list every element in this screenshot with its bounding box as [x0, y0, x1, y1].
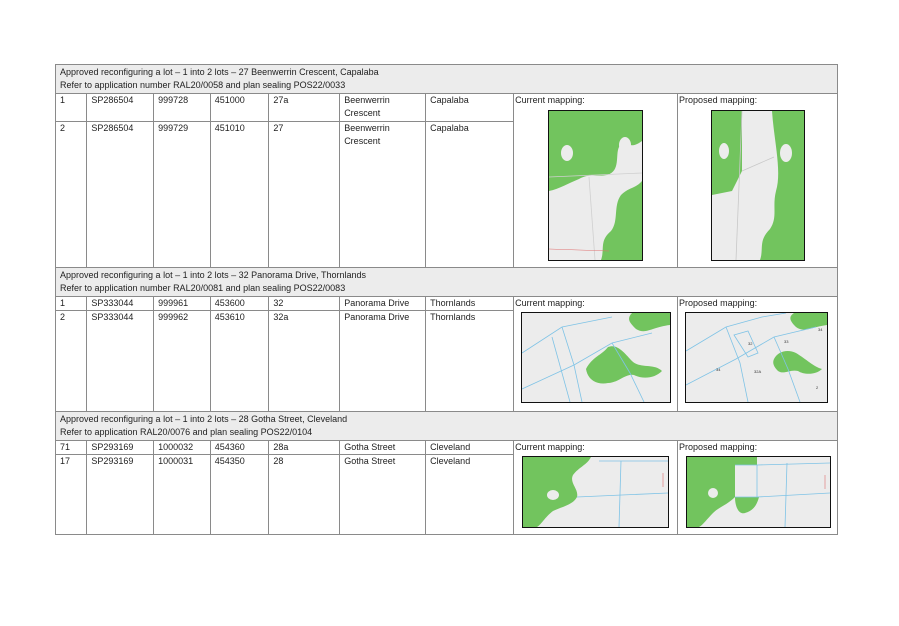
- section-header: [56, 65, 838, 94]
- item-cell: 1: [56, 94, 87, 122]
- suburb-cell: Capalaba: [426, 122, 514, 268]
- current-mapping-label: Current mapping:: [515, 298, 585, 308]
- map-lot-label: 32A: [754, 369, 762, 374]
- section-header: [56, 268, 838, 297]
- proposed-mapping-cell: [678, 441, 838, 535]
- map-lot-label: 32: [748, 341, 753, 346]
- proposed-mapping-label: Proposed mapping:: [679, 442, 758, 452]
- item-cell: 2: [56, 311, 87, 412]
- lot-cell: 999961: [154, 297, 211, 311]
- section-title: Approved reconfiguring a lot – 1 into 2 lots – 28 Gotha Street, Cleveland: [60, 414, 348, 424]
- section-title: Approved reconfiguring a lot – 1 into 2 lots – 27 Beenwerrin Crescent, Capalaba: [60, 67, 379, 77]
- plan-cell: SP286504: [87, 94, 154, 122]
- lot-cell: 999728: [154, 94, 211, 122]
- table-row: [56, 441, 838, 455]
- lot-cell: 999729: [154, 122, 211, 268]
- street-cell: Panorama Drive: [340, 297, 426, 311]
- current-mapping-map: [522, 456, 669, 528]
- id-cell: 453610: [210, 311, 269, 412]
- current-mapping-map: [548, 110, 643, 261]
- current-mapping-cell: [514, 441, 678, 535]
- street-number-cell: 27a: [269, 94, 340, 122]
- item-cell: 1: [56, 297, 87, 311]
- street-cell: Gotha Street: [340, 455, 426, 535]
- street-number-cell: 28a: [269, 441, 340, 455]
- table-row: [56, 94, 838, 122]
- proposed-mapping-label: Proposed mapping:: [679, 298, 758, 308]
- map-lot-label: 34: [716, 367, 721, 372]
- suburb-cell: Capalaba: [426, 94, 514, 122]
- lot-cell: 1000031: [154, 455, 211, 535]
- current-mapping-label: Current mapping:: [515, 442, 585, 452]
- plan-cell: SP333044: [87, 311, 154, 412]
- street-number-cell: 32: [269, 297, 340, 311]
- street-cell: Beenwerrin Crescent: [340, 94, 426, 122]
- id-cell: 453600: [210, 297, 269, 311]
- street-cell: Gotha Street: [340, 441, 426, 455]
- proposed-mapping-cell: [678, 94, 838, 268]
- lot-cell: 1000032: [154, 441, 211, 455]
- section-header: [56, 412, 838, 441]
- street-number-cell: 27: [269, 122, 340, 268]
- section-reference: Refer to application number RAL20/0058 and plan sealing POS22/0033: [60, 79, 346, 90]
- current-mapping-cell: [514, 94, 678, 268]
- item-cell: 17: [56, 455, 87, 535]
- proposed-mapping-map: [685, 312, 828, 403]
- id-cell: 451000: [210, 94, 269, 122]
- section-reference: Refer to application number RAL20/0081 and plan sealing POS22/0083: [60, 282, 346, 293]
- current-mapping-label: Current mapping:: [515, 95, 585, 105]
- plan-cell: SP286504: [87, 122, 154, 268]
- street-number-cell: 32a: [269, 311, 340, 412]
- id-cell: 451010: [210, 122, 269, 268]
- current-mapping-cell: [514, 297, 678, 412]
- proposed-mapping-cell: [678, 297, 838, 412]
- map-lot-label: 33: [784, 339, 789, 344]
- suburb-cell: Cleveland: [426, 441, 514, 455]
- document-table-container: [55, 64, 838, 535]
- street-cell: Panorama Drive: [340, 311, 426, 412]
- plan-cell: SP293169: [87, 441, 154, 455]
- proposed-mapping-label: Proposed mapping:: [679, 95, 758, 105]
- street-cell: Beenwerrin Crescent: [340, 122, 426, 268]
- id-cell: 454360: [210, 441, 269, 455]
- proposed-mapping-map: [711, 110, 805, 261]
- table-row: [56, 297, 838, 311]
- section-reference: Refer to application RAL20/0076 and plan sealing POS22/0104: [60, 426, 313, 437]
- proposed-mapping-map: [686, 456, 831, 528]
- item-cell: 2: [56, 122, 87, 268]
- map-lot-label: 34: [818, 327, 823, 332]
- current-mapping-map: [521, 312, 671, 403]
- plan-cell: SP333044: [87, 297, 154, 311]
- item-cell: 71: [56, 441, 87, 455]
- suburb-cell: Thornlands: [426, 297, 514, 311]
- suburb-cell: Cleveland: [426, 455, 514, 535]
- mapping-table: [55, 64, 838, 535]
- lot-cell: 999962: [154, 311, 211, 412]
- suburb-cell: Thornlands: [426, 311, 514, 412]
- plan-cell: SP293169: [87, 455, 154, 535]
- map-lot-label: 2: [816, 385, 819, 390]
- section-title: Approved reconfiguring a lot – 1 into 2 lots – 32 Panorama Drive, Thornlands: [60, 270, 367, 280]
- id-cell: 454350: [210, 455, 269, 535]
- street-number-cell: 28: [269, 455, 340, 535]
